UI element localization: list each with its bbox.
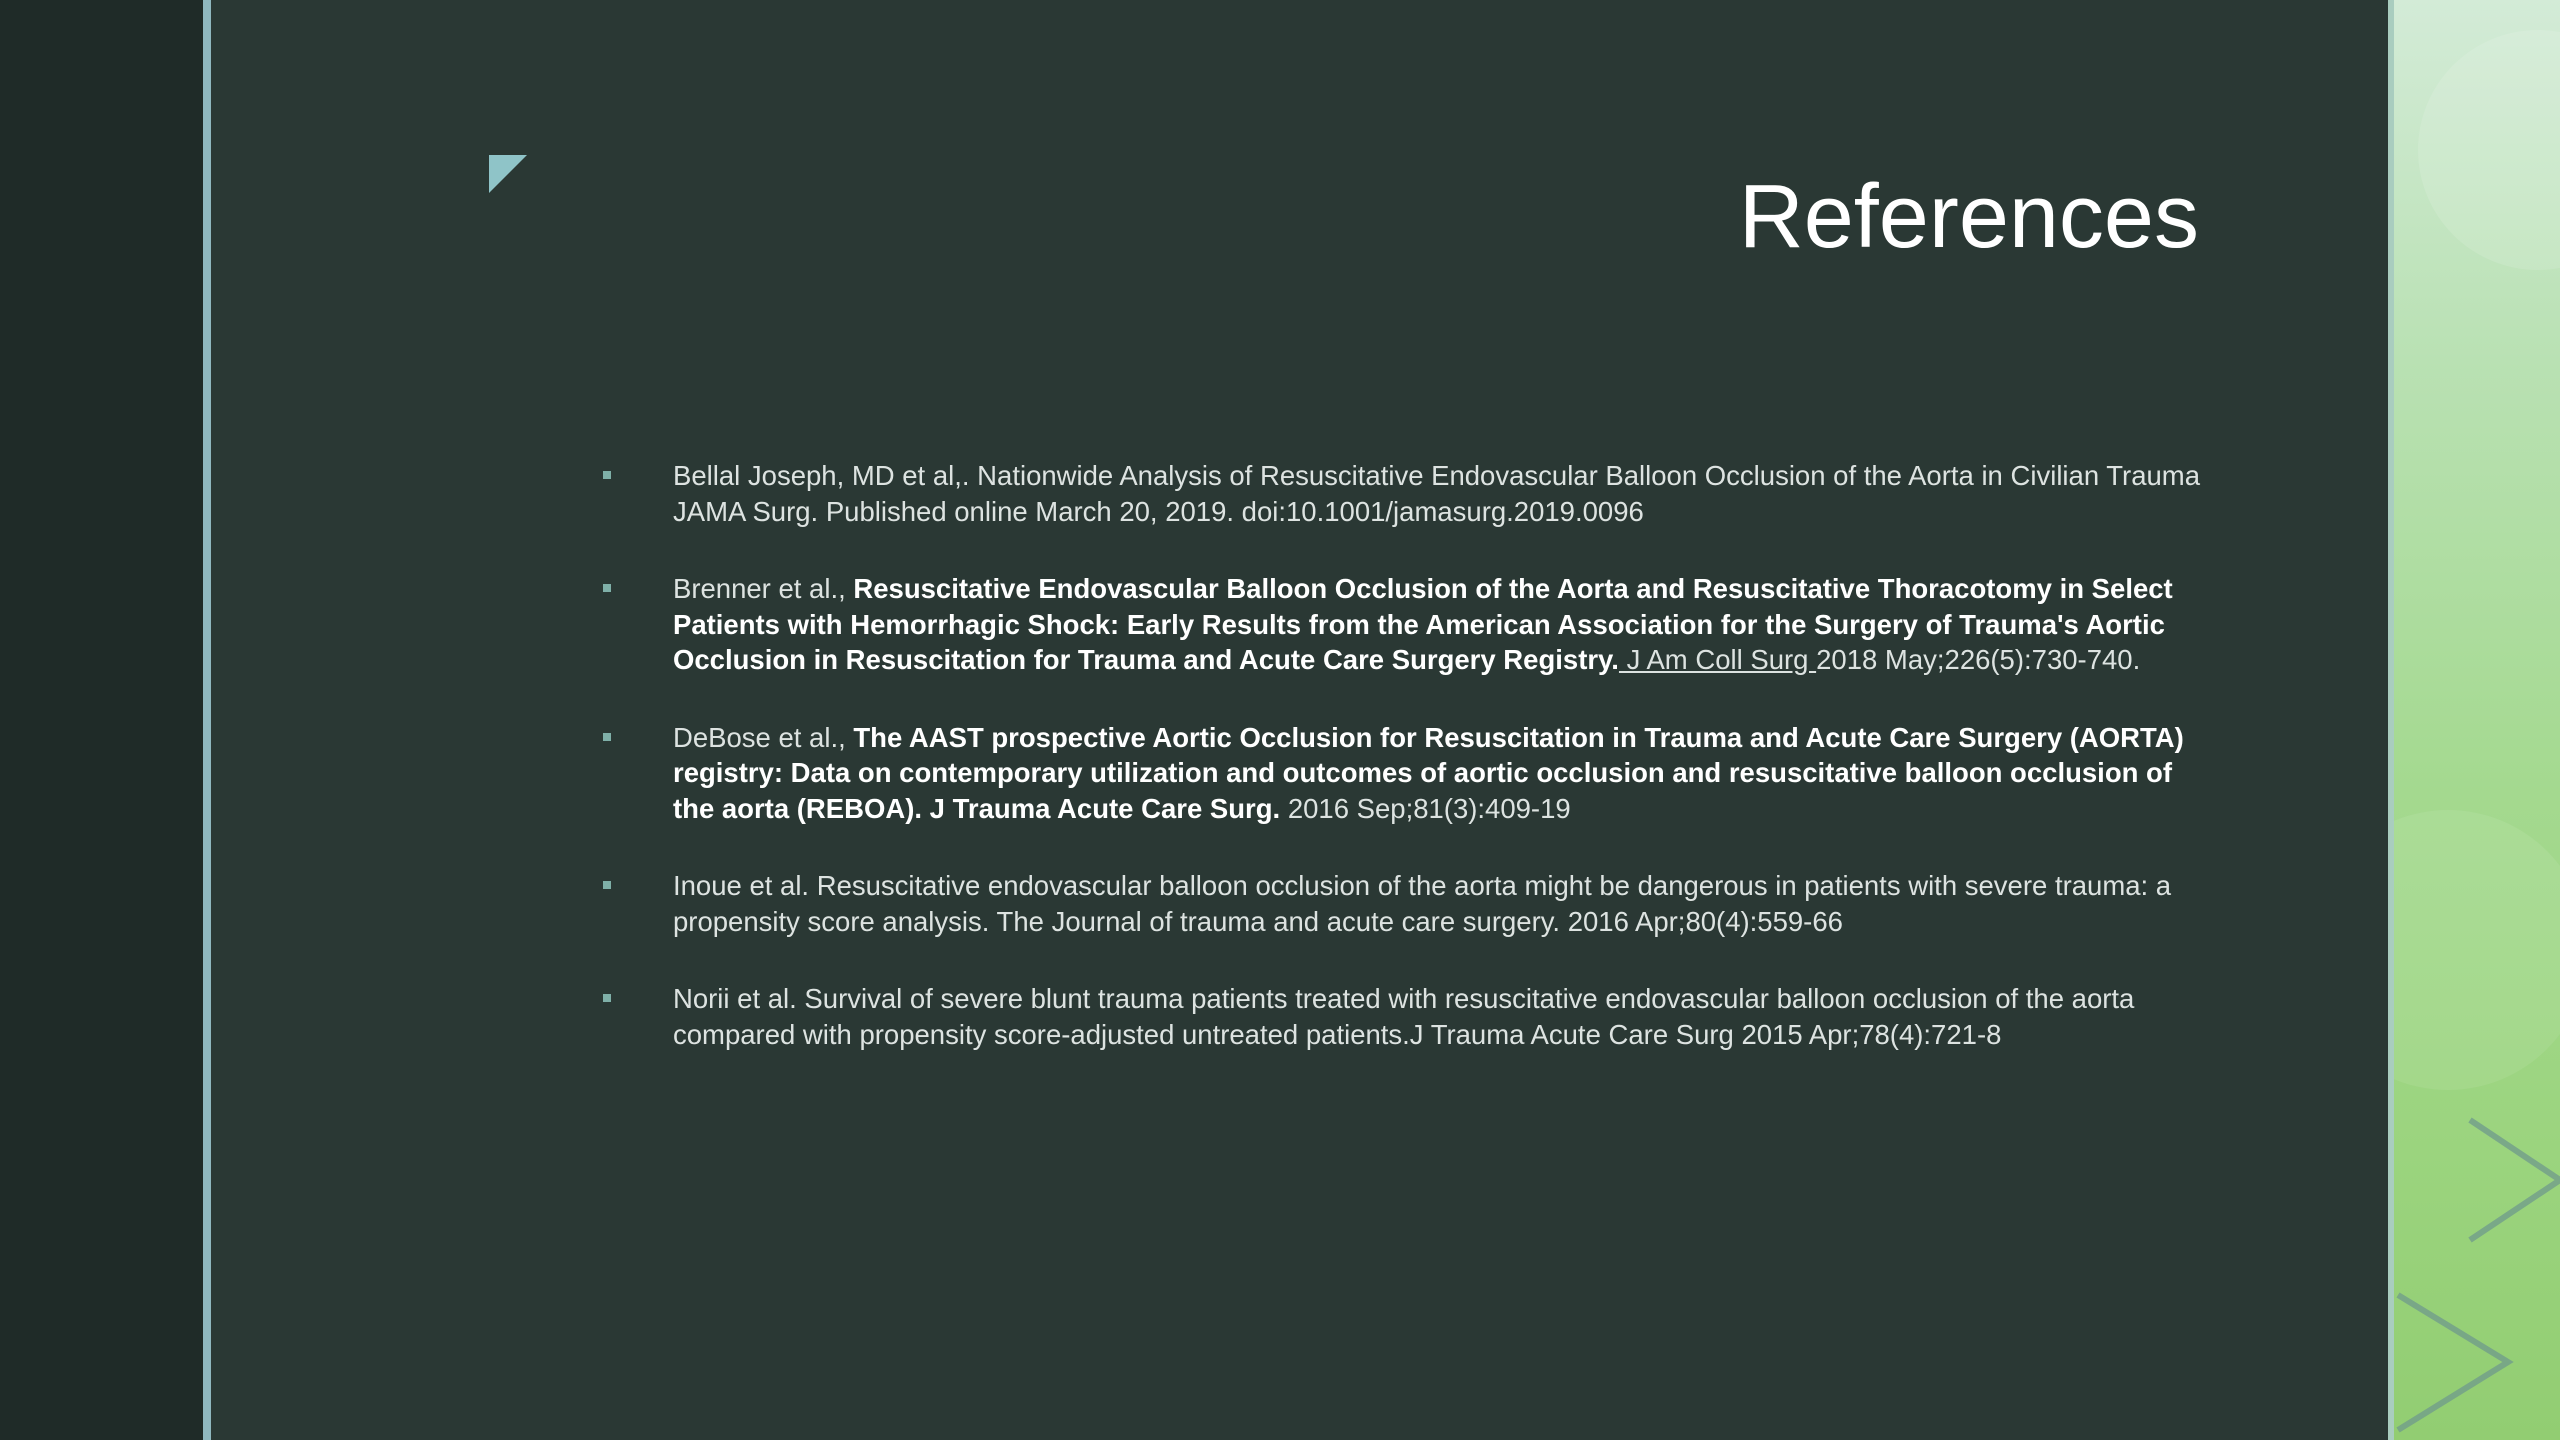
reference-list: [596, 458, 2208, 1094]
reference-authors: Brenner et al.,: [673, 573, 854, 604]
reference-text: Bellal Joseph, MD et al,. Nationwide Analysis of Resuscitative Endovascular Balloon Occlusion of the Aorta in Civilian Trauma JAMA Surg. Published online March 20, 2019. doi:10.1001/jamasurg.2019.0096: [673, 460, 2201, 527]
left-accent-rule: [203, 0, 211, 1440]
reference-item: [596, 458, 2208, 529]
reference-citation: 2018 May;226(5):730-740.: [1816, 644, 2141, 675]
right-decorative-panel: [2388, 0, 2560, 1440]
reference-title-bold: The AAST prospective Aortic Occlusion for Resuscitation in Trauma and Acute Care Surgery (AORTA) registry: Data on contemporary utilization and outcomes of aortic occlusion and resuscitative balloon occlusion of the aorta (REBOA). J Trauma Acute Care Surg.: [673, 721, 2184, 824]
reference-authors: DeBose et al.,: [673, 721, 854, 753]
reference-text: Norii et al. Survival of severe blunt trauma patients treated with resuscitative endovascular balloon occlusion of the aorta compared with propensity score-adjusted untreated patients.J Trauma Acute Care Surg 2015 Apr;78(4):721-8: [673, 983, 2135, 1050]
square-bullet-icon: [603, 994, 611, 1002]
triangle-corner-mark-icon: [489, 155, 527, 193]
right-edge-rule: [2388, 0, 2394, 1440]
square-bullet-icon: [603, 584, 611, 592]
slide-title: References: [1738, 167, 2199, 267]
reference-item: [596, 571, 2208, 678]
reference-title-bold: Resuscitative Endovascular Balloon Occlusion of the Aorta and Resuscitative Thoracotomy in Select Patients with Hemorrhagic Shock: Early Results from the American Association for the Surgery of Trauma's Aortic Occlusion in Resuscitation for Trauma and Acute Care Surgery Registry.: [673, 573, 2173, 675]
square-bullet-icon: [603, 733, 611, 741]
square-bullet-icon: [603, 881, 611, 889]
square-bullet-icon: [603, 471, 611, 479]
chevron-outline-icon: [2388, 0, 2560, 1440]
reference-item: [596, 981, 2208, 1052]
left-band: [0, 0, 203, 1440]
reference-citation: 2016 Sep;81(3):409-19: [1280, 792, 1571, 824]
reference-text: Inoue et al. Resuscitative endovascular balloon occlusion of the aorta might be dangerous in patients with severe trauma: a propensity score analysis. The Journal of trauma and acute care surgery. 2016 Apr;80(4):559-66: [673, 870, 2172, 937]
reference-item: [596, 868, 2208, 939]
journal-link[interactable]: J Am Coll Surg: [1618, 644, 1817, 675]
reference-item: [596, 720, 2208, 827]
